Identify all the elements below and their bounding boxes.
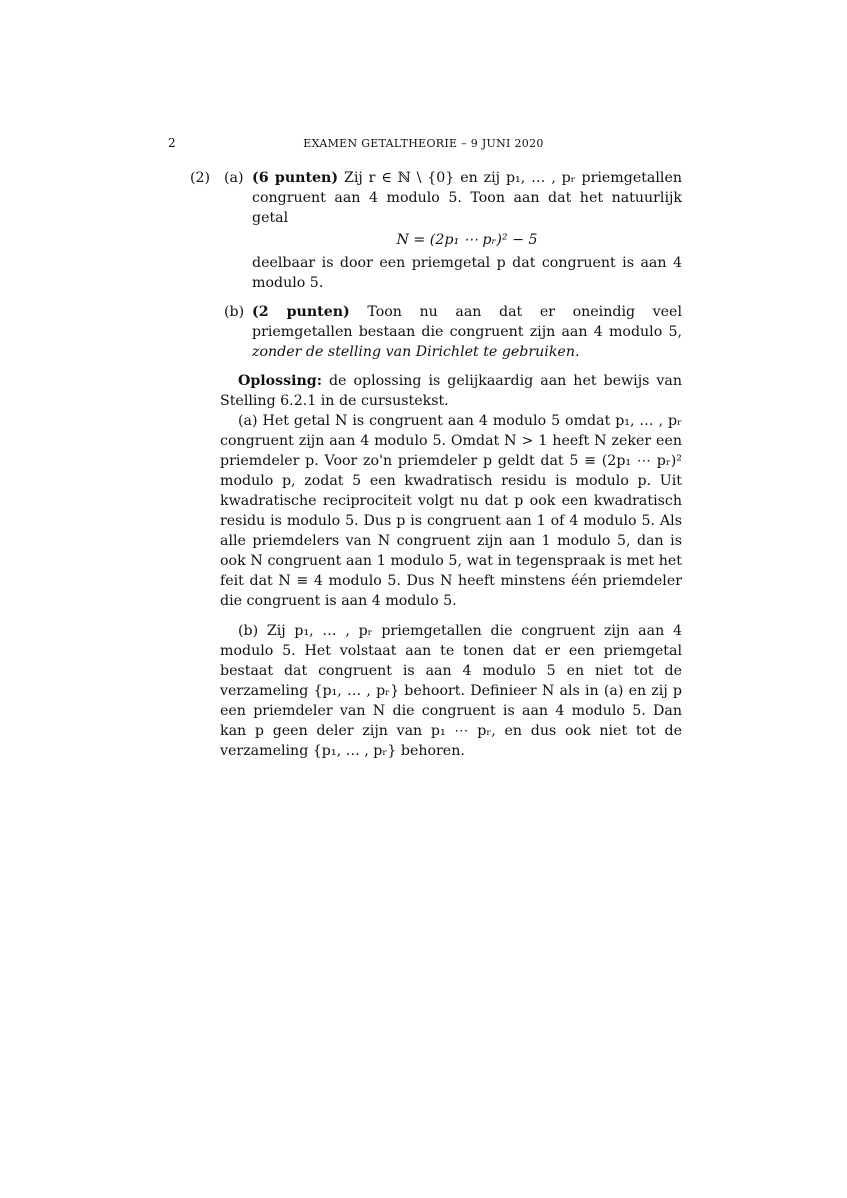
solution-part-a: (a) Het getal N is congruent aan 4 modulo 5 omdat p₁, … , pᵣ congruent zijn aan 4 modulo 5. Omdat N > 1 heeft N zeker een priemdeler p. Voor zo'n priemdeler p geldt dat 5 ≡ (2p₁ ⋯ pᵣ)² modulo p, zodat 5 een kwadratisch residu is modulo p. Uit kwadratische reciprociteit volgt nu dat p ook een kwadratisch residu is modulo 5. Dus p is congruent aan 1 of 4 modulo 5. Als alle priemdelers van N congruent zijn aan 1 modulo 5, dan is ook N congruent aan 1 modulo 5, wat in tegenspraak is met het feit dat N ≡ 4 modulo 5. Dus N heeft minstens één priemdeler die congruent is aan 4 modulo 5. [220, 413, 682, 609]
page-content [190, 168, 682, 761]
part-a-label: (a) [224, 170, 244, 186]
part-b [190, 302, 682, 362]
part-b-statement [252, 302, 682, 362]
solution-heading: Oplossing: [238, 373, 322, 389]
part-b-text: Toon nu aan dat er oneindig veel priemgetallen bestaan die congruent zijn aan 4 modulo 5, [252, 304, 682, 340]
part-b-italic-text: zonder de stelling van Dirichlet te gebruiken. [252, 344, 580, 360]
part-b-label: (b) [224, 304, 245, 320]
solution-part-b: (b) Zij p₁, … , pᵣ priemgetallen die congruent zijn aan 4 modulo 5. Het volstaat aan te tonen dat er een priemgetal bestaat dat congruent is aan 4 modulo 5 en niet tot de verzameling {p₁, … , pᵣ} behoort. Definieer N als in (a) en zij p een priemdeler van N die congruent is aan 4 modulo 5. Dan kan p geen deler zijn van p₁ ⋯ pᵣ, en dus ook niet tot de verzameling {p₁, … , pᵣ} behoren. [220, 623, 682, 759]
problem-2 [190, 168, 682, 362]
problem-label: (2) [190, 170, 211, 186]
part-b-points: (2 punten) [252, 304, 350, 320]
part-a-statement [252, 168, 682, 228]
part-a-text: Zij r ∈ ℕ \ {0} en zij p₁, … , pᵣ priemgetallen congruent aan 4 modulo 5. Toon aan dat het natuurlijk getal [252, 170, 682, 226]
page-number: 2 [168, 136, 176, 150]
solution [220, 371, 682, 761]
part-a-conclusion: deelbaar is door een priemgetal p dat congruent is aan 4 modulo 5. [252, 255, 682, 291]
solution-intro [220, 371, 682, 411]
running-title: EXAMEN GETALTHEORIE – 9 JUNI 2020 [303, 137, 544, 150]
part-a-points: (6 punten) [252, 170, 339, 186]
solution-intro-text: de oplossing is gelijkaardig aan het bewijs van Stelling 6.2.1 in de cursustekst. [220, 373, 682, 409]
part-a [190, 168, 682, 293]
formula-n: N = (2p₁ ⋯ pᵣ)² − 5 [396, 232, 538, 248]
